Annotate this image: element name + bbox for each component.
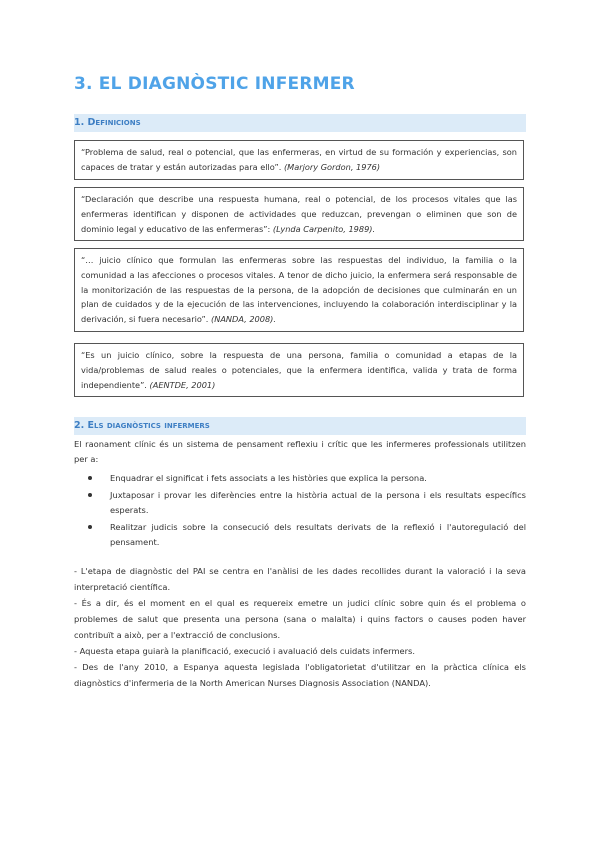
bullet-icon (88, 525, 92, 529)
quote-text: “… juicio clínico que formulan las enfermeras sobre las respuestas del individuo, la familia o la comunidad a las afecciones o procesos vitales. A tenor de dicho juicio, la enfermera será responsable de la monitorización de las respuestas de la persona, de la adopción de decisiones que culminarán en un plan de cuidados y de la ejecución de las intervenciones, incluyendo la colaboración interdisciplinar y la derivación, si fuera necesario”. (81, 255, 517, 325)
quote-text: “Problema de salud, real o potencial, que las enfermeras, en virtud de su formación y experiencias, son capaces de tratar y están autorizadas para ello”. (81, 147, 517, 172)
quote-source: (Lynda Carpenito, 1989). (272, 223, 376, 234)
paragraph: - L'etapa de diagnòstic del PAI se centra en l'anàlisi de les dades recollides durant la valoració i la seva interpretació científica. (74, 566, 526, 592)
bullet-icon (88, 493, 92, 497)
intro-paragraph: El raonament clínic és un sistema de pensament reflexiu i crític que les infermeres professionals utilitzen per a: (74, 439, 526, 464)
section-heading-nursing-diagnoses: 2. Els diagnòstics infermers (74, 417, 526, 435)
quote-source: (NANDA, 2008). (211, 314, 276, 325)
list-item: Enquadrar el significat i fets associats a les històries que explica la persona. (74, 471, 526, 486)
quote-source: (Marjory Gordon, 1976) (283, 161, 381, 172)
bullet-icon (88, 476, 92, 480)
page-title: 3. EL DIAGNÒSTIC INFERMER (74, 74, 355, 94)
paragraph: - És a dir, és el moment en el qual es requereix emetre un judici clínic sobre quin és el problema o problemes de salut que presenta una persona (sana o malalta) i quins factors o causes poden haver contribuït a això, per a l'extracció de conclusions. (74, 598, 526, 640)
quote-text: “Es un juicio clínico, sobre la respuesta de una persona, familia o comunidad a etapas de la vida/problemas de salud reales o potenciales, que la enfermera identifica, valida y trata de forma independiente”. (81, 350, 517, 390)
list-item: Realitzar judicis sobre la consecució dels resultats derivats de la reflexió i l'autoregulació del pensament. (74, 520, 526, 550)
section-heading-definitions: 1. Definicions (74, 114, 526, 132)
quote-source: (AENTDE, 2001) (149, 379, 216, 390)
paragraph-list (74, 563, 526, 691)
list-item: Juxtaposar i provar les diferències entre la història actual de la persona i els resultats específics esperats. (74, 488, 526, 518)
paragraph: - Aquesta etapa guiarà la planificació, execució i avaluació dels cuidats infermers. (74, 646, 416, 656)
bullet-list (74, 471, 526, 552)
paragraph: - Des de l'any 2010, a Espanya aquesta legislada l'obligatorietat d'utilitzar en la pràctica clínica els diagnòstics d'infermeria de la North American Nurses Diagnosis Association (NANDA). (74, 662, 526, 688)
quote-text: “Declaración que describe una respuesta humana, real o potencial, de los procesos vitales que las enfermeras identifican y disponen de actividades que reduzcan, prevengan o eliminen que son de dominio legal y educativo de las enfermeras”: (81, 194, 517, 234)
quote-box-nanda (74, 248, 524, 332)
quote-box-carpenito (74, 187, 524, 241)
quote-box-aentde (74, 343, 524, 397)
quote-box-gordon (74, 140, 524, 180)
